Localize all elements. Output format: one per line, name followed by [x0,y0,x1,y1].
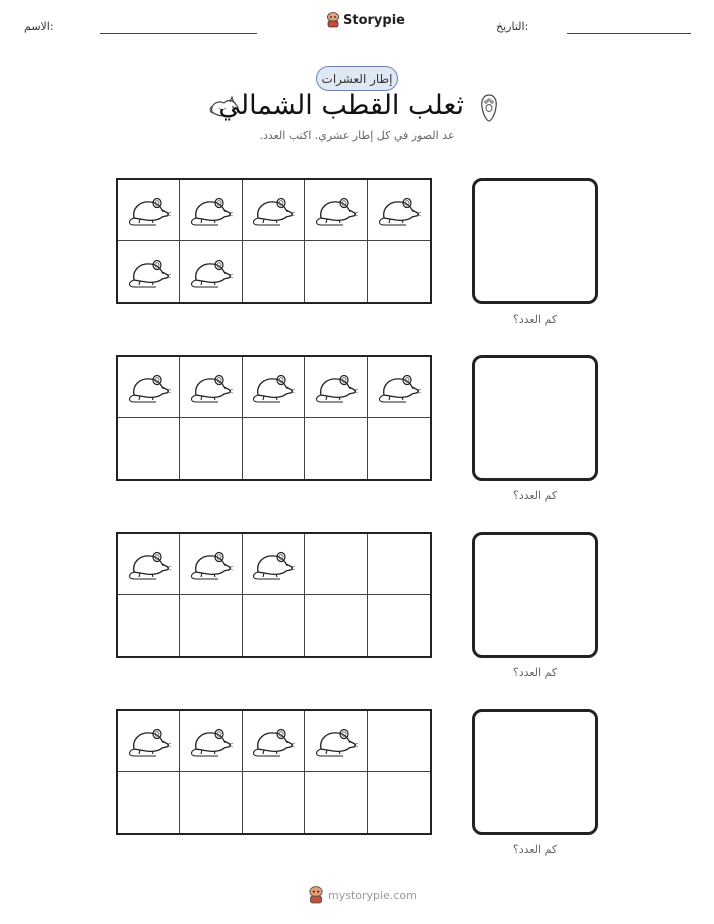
frame-cell [243,241,305,302]
frame-cell [118,711,180,772]
frame-cell [180,595,242,656]
ten-frame-1 [116,178,432,304]
ten-frame-2 [116,355,432,481]
frame-cell [180,180,242,241]
ten-frame-3 [116,532,432,658]
storypie-mascot-icon [308,886,324,904]
footer-url: mystorypie.com [328,888,417,902]
mouse-icon [376,190,422,230]
frame-cell [305,418,367,479]
paw-print-icon [480,93,498,123]
frame-cell [180,357,242,418]
frame-cell [243,357,305,418]
frame-cell [180,772,242,833]
frame-cell [180,241,242,302]
mouse-icon [188,367,234,407]
frame-cell [180,418,242,479]
frame-cell [118,534,180,595]
storypie-mascot-icon [326,12,340,28]
frame-cell [305,772,367,833]
mouse-icon [250,367,296,407]
frame-cell [305,357,367,418]
question-label-4: كم العدد؟ [512,843,558,856]
frame-cell [368,534,430,595]
frame-cell [118,241,180,302]
frame-cell [305,711,367,772]
frame-cell [305,180,367,241]
answer-box-2[interactable] [472,355,598,481]
instructions: عد الصور في كل إطار عشري. اكتب العدد. [259,129,455,142]
question-label-3: كم العدد؟ [512,666,558,679]
question-label-2: كم العدد؟ [512,489,558,502]
frame-cell [118,595,180,656]
page-title: ثعلب القطب الشمالي [218,90,464,121]
date-line[interactable] [567,33,691,34]
mouse-icon [188,544,234,584]
ten-frame-4 [116,709,432,835]
frame-cell [118,772,180,833]
frame-cell [118,180,180,241]
brand-name: Storypie [343,12,405,28]
frame-cell [368,595,430,656]
frame-cell [243,711,305,772]
mouse-icon [313,190,359,230]
mouse-icon [250,190,296,230]
mouse-icon [188,252,234,292]
frame-cell [243,180,305,241]
frame-cell [305,534,367,595]
mouse-icon [313,367,359,407]
frame-cell [305,241,367,302]
mouse-icon [126,721,172,761]
frame-cell [243,772,305,833]
answer-box-4[interactable] [472,709,598,835]
frame-cell [368,711,430,772]
question-label-1: كم العدد؟ [512,313,558,326]
frame-cell [368,357,430,418]
mouse-icon [313,721,359,761]
name-label: الاسم: [24,20,54,33]
frame-cell [368,772,430,833]
brand-logo [326,12,405,28]
worksheet-type-badge: إطار العشرات [316,66,398,91]
frame-cell [180,711,242,772]
frame-cell [243,534,305,595]
footer [308,886,417,904]
frame-cell [243,418,305,479]
mouse-icon [126,252,172,292]
mouse-icon [250,544,296,584]
name-line[interactable] [100,33,257,34]
answer-box-1[interactable] [472,178,598,304]
frame-cell [118,418,180,479]
frame-cell [368,241,430,302]
mouse-icon [188,721,234,761]
answer-box-3[interactable] [472,532,598,658]
mouse-icon [376,367,422,407]
date-label: التاريخ: [496,20,529,33]
mouse-icon [188,190,234,230]
mouse-icon [250,721,296,761]
frame-cell [368,180,430,241]
frame-cell [118,357,180,418]
frame-cell [368,418,430,479]
frame-cell [243,595,305,656]
mouse-icon [126,544,172,584]
mouse-icon [126,190,172,230]
mouse-icon [126,367,172,407]
frame-cell [180,534,242,595]
frame-cell [305,595,367,656]
